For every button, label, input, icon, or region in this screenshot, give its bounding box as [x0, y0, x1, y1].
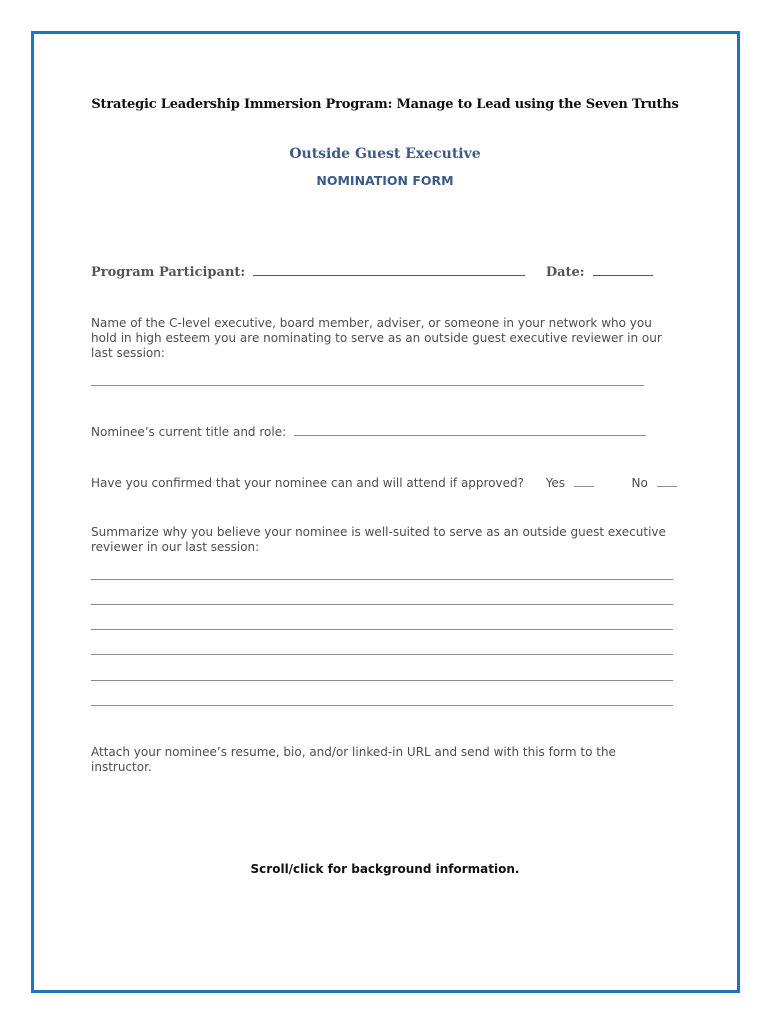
form-title: Strategic Leadership Immersion Program: Manage to Lead using the Seven Truths	[91, 97, 679, 112]
question-attend-row	[91, 475, 677, 491]
participant-field[interactable]	[253, 263, 525, 276]
participant-row	[91, 263, 653, 280]
no-label: No	[631, 476, 648, 490]
summary-line-6[interactable]	[91, 705, 673, 706]
date-label: Date:	[545, 265, 585, 280]
form-heading: NOMINATION FORM	[316, 173, 454, 188]
question-nominee-name: Name of the C-level executive, board member, adviser, or someone in your network who you hold in high esteem you are nominating to serve as an outside guest executive reviewer in our last session:	[91, 316, 662, 360]
summary-line-5[interactable]	[91, 680, 673, 681]
no-field[interactable]	[657, 475, 677, 487]
summary-line-2[interactable]	[91, 604, 673, 605]
scroll-link[interactable]: Scroll/click for background information.	[250, 862, 520, 876]
question-summary: Summarize why you believe your nominee is well-suited to serve as an outside guest executive reviewer in our last session:	[91, 525, 666, 554]
yes-label: Yes	[545, 476, 566, 490]
question-title-role-row	[91, 424, 646, 440]
summary-line-3[interactable]	[91, 629, 673, 630]
yes-field[interactable]	[574, 475, 594, 487]
participant-label: Program Participant:	[91, 265, 246, 280]
form-subtitle: Outside Guest Executive	[289, 146, 481, 162]
summary-line-4[interactable]	[91, 654, 673, 655]
date-field[interactable]	[593, 263, 653, 276]
question-title-role: Nominee’s current title and role:	[91, 425, 287, 439]
question-attend: Have you confirmed that your nominee can and will attend if approved?	[91, 476, 525, 490]
summary-line-1[interactable]	[91, 579, 673, 580]
nominee-name-field[interactable]	[91, 385, 644, 386]
attach-instructions: Attach your nominee’s resume, bio, and/or linked-in URL and send with this form to the instructor.	[91, 745, 616, 774]
title-role-field[interactable]	[294, 424, 646, 436]
